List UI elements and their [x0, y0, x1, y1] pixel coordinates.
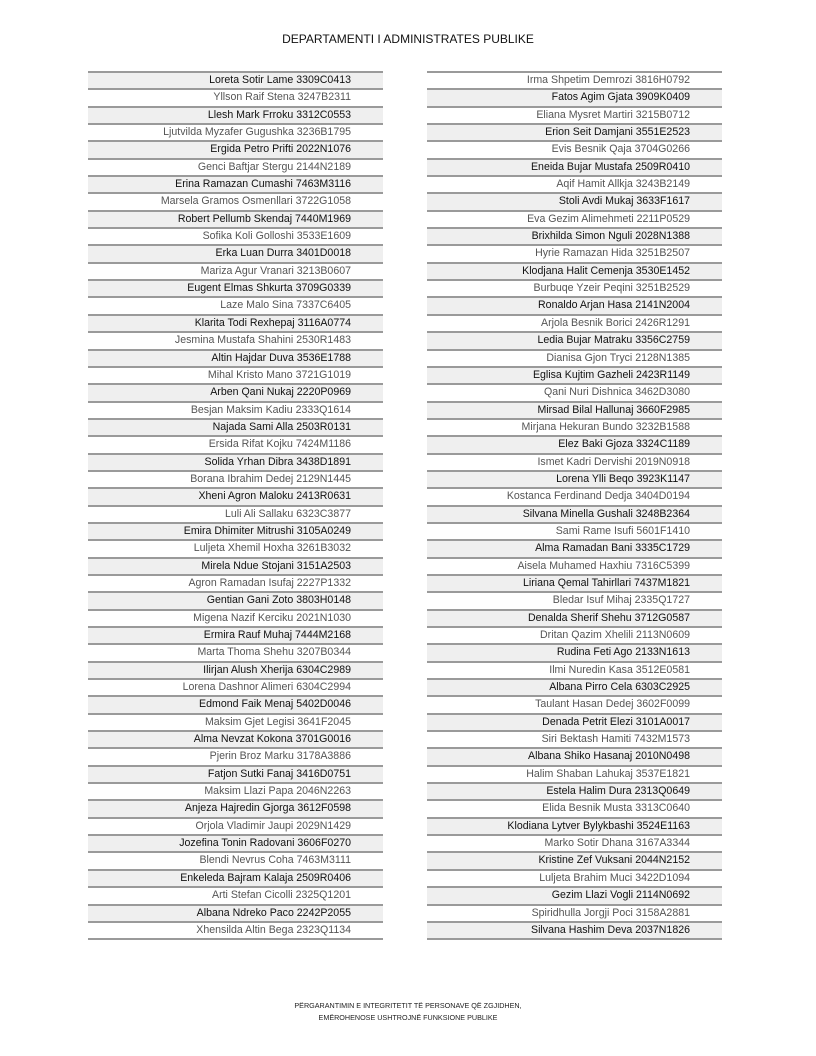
- list-item: Edmond Faik Menaj 5402D0046: [88, 695, 383, 712]
- list-item: Elez Baki Gjoza 3324C1189: [427, 435, 722, 452]
- list-item: Mirsad Bilal Hallunaj 3660F2985: [427, 401, 722, 418]
- list-item: Maksim Gjet Legisi 3641F2045: [88, 713, 383, 730]
- list-item: Silvana Hashim Deva 2037N1826: [427, 921, 722, 938]
- list-item: Albana Pirro Cela 6303C2925: [427, 678, 722, 695]
- footer-line-2: EMËROHENOSE USHTROJNË FUNKSIONE PUBLIKE: [318, 1013, 498, 1022]
- list-item: Evis Besnik Qaja 3704G0266: [427, 140, 722, 157]
- list-item: Hyrie Ramazan Hida 3251B2507: [427, 244, 722, 261]
- list-item: Orjola Vladimir Jaupi 2029N1429: [88, 817, 383, 834]
- list-item: Xheni Agron Maloku 2413R0631: [88, 487, 383, 504]
- list-item: Alma Ramadan Bani 3335C1729: [427, 539, 722, 556]
- list-item: Klarita Todi Rexhepaj 3116A0774: [88, 314, 383, 331]
- list-item: Denalda Sherif Shehu 3712G0587: [427, 609, 722, 626]
- list-item: Ersida Rifat Kojku 7424M1186: [88, 435, 383, 452]
- list-item: Maksim Llazi Papa 2046N2263: [88, 782, 383, 799]
- list-item: Eva Gezim Alimehmeti 2211P0529: [427, 210, 722, 227]
- list-item: Mihal Kristo Mano 3721G1019: [88, 366, 383, 383]
- list-item: Mariza Agur Vranari 3213B0607: [88, 262, 383, 279]
- list-item: Dritan Qazim Xhelili 2113N0609: [427, 626, 722, 643]
- list-item: Fatjon Sutki Fanaj 3416D0751: [88, 765, 383, 782]
- list-item: Laze Malo Sina 7337C6405: [88, 296, 383, 313]
- list-item: Elida Besnik Musta 3313C0640: [427, 799, 722, 816]
- list-item: Kostanca Ferdinand Dedja 3404D0194: [427, 487, 722, 504]
- list-item: Marsela Gramos Osmenllari 3722G1058: [88, 192, 383, 209]
- list-item: Irma Shpetim Demrozi 3816H0792: [427, 71, 722, 88]
- list-item: Gentian Gani Zoto 3803H0148: [88, 591, 383, 608]
- list-item: Erion Seit Damjani 3551E2523: [427, 123, 722, 140]
- list-item: Rudina Feti Ago 2133N1613: [427, 643, 722, 660]
- list-item: Arjola Besnik Borici 2426R1291: [427, 314, 722, 331]
- list-item: Llesh Mark Frroku 3312C0553: [88, 106, 383, 123]
- list-item: Mirela Ndue Stojani 3151A2503: [88, 557, 383, 574]
- list-item: Bledar Isuf Mihaj 2335Q1727: [427, 591, 722, 608]
- names-column-left: [88, 71, 383, 940]
- list-item: Liriana Qemal Tahirllari 7437M1821: [427, 574, 722, 591]
- list-item: Ljutvilda Myzafer Gugushka 3236B1795: [88, 123, 383, 140]
- list-item: Klodjana Halit Cemenja 3530E1452: [427, 262, 722, 279]
- list-item: Borana Ibrahim Dedej 2129N1445: [88, 470, 383, 487]
- list-item: Genci Baftjar Stergu 2144N2189: [88, 158, 383, 175]
- list-item: Albana Ndreko Paco 2242P2055: [88, 904, 383, 921]
- page-footer: [0, 1000, 816, 1024]
- list-item: Lorena Ylli Beqo 3923K1147: [427, 470, 722, 487]
- list-item: Jesmina Mustafa Shahini 2530R1483: [88, 331, 383, 348]
- list-item: Yllson Raif Stena 3247B2311: [88, 88, 383, 105]
- list-item: Albana Shiko Hasanaj 2010N0498: [427, 747, 722, 764]
- list-item: Sofika Koli Golloshi 3533E1609: [88, 227, 383, 244]
- list-item: Ismet Kadri Dervishi 2019N0918: [427, 453, 722, 470]
- list-item: Ergida Petro Prifti 2022N1076: [88, 140, 383, 157]
- list-item: Taulant Hasan Dedej 3602F0099: [427, 695, 722, 712]
- list-item: Migena Nazif Kerciku 2021N1030: [88, 609, 383, 626]
- list-item: Blendi Nevrus Coha 7463M3111: [88, 851, 383, 868]
- table-bottom-rule: [427, 938, 722, 940]
- list-item: Xhensilda Altin Bega 2323Q1134: [88, 921, 383, 938]
- list-item: Stoli Avdi Mukaj 3633F1617: [427, 192, 722, 209]
- table-bottom-rule: [88, 938, 383, 940]
- list-item: Marta Thoma Shehu 3207B0344: [88, 643, 383, 660]
- list-item: Loreta Sotir Lame 3309C0413: [88, 71, 383, 88]
- list-item: Agron Ramadan Isufaj 2227P1332: [88, 574, 383, 591]
- list-item: Aqif Hamit Allkja 3243B2149: [427, 175, 722, 192]
- list-item: Eglisa Kujtim Gazheli 2423R1149: [427, 366, 722, 383]
- list-item: Luljeta Xhemil Hoxha 3261B3032: [88, 539, 383, 556]
- list-item: Burbuqe Yzeir Peqini 3251B2529: [427, 279, 722, 296]
- list-item: Qani Nuri Dishnica 3462D3080: [427, 383, 722, 400]
- list-item: Ilirjan Alush Xherija 6304C2989: [88, 661, 383, 678]
- list-item: Eugent Elmas Shkurta 3709G0339: [88, 279, 383, 296]
- list-item: Dianisa Gjon Tryci 2128N1385: [427, 349, 722, 366]
- list-item: Jozefina Tonin Radovani 3606F0270: [88, 834, 383, 851]
- list-item: Eliana Mysret Martiri 3215B0712: [427, 106, 722, 123]
- list-item: Emira Dhimiter Mitrushi 3105A0249: [88, 522, 383, 539]
- list-item: Denada Petrit Elezi 3101A0017: [427, 713, 722, 730]
- names-column-right: [427, 71, 722, 940]
- footer-line-1: PËRGARANTIMIN E INTEGRITETIT TË PERSONAVE QË ZGJIDHEN,: [294, 1001, 522, 1010]
- list-item: Luljeta Brahim Muci 3422D1094: [427, 869, 722, 886]
- list-item: Najada Sami Alla 2503R0131: [88, 418, 383, 435]
- list-item: Arti Stefan Cicolli 2325Q1201: [88, 886, 383, 903]
- list-item: Klodiana Lytver Bylykbashi 3524E1163: [427, 817, 722, 834]
- list-item: Ronaldo Arjan Hasa 2141N2004: [427, 296, 722, 313]
- list-item: Besjan Maksim Kadiu 2333Q1614: [88, 401, 383, 418]
- list-item: Ledia Bujar Matraku 3356C2759: [427, 331, 722, 348]
- list-item: Eneida Bujar Mustafa 2509R0410: [427, 158, 722, 175]
- list-item: Gezim Llazi Vogli 2114N0692: [427, 886, 722, 903]
- list-item: Ermira Rauf Muhaj 7444M2168: [88, 626, 383, 643]
- list-item: Spiridhulla Jorgji Poci 3158A2881: [427, 904, 722, 921]
- list-item: Brixhilda Simon Nguli 2028N1388: [427, 227, 722, 244]
- list-item: Robert Pellumb Skendaj 7440M1969: [88, 210, 383, 227]
- list-item: Erina Ramazan Cumashi 7463M3116: [88, 175, 383, 192]
- list-item: Aisela Muhamed Haxhiu 7316C5399: [427, 557, 722, 574]
- list-item: Kristine Zef Vuksani 2044N2152: [427, 851, 722, 868]
- list-item: Sami Rame Isufi 5601F1410: [427, 522, 722, 539]
- list-item: Siri Bektash Hamiti 7432M1573: [427, 730, 722, 747]
- list-item: Alma Nevzat Kokona 3701G0016: [88, 730, 383, 747]
- list-item: Luli Ali Sallaku 6323C3877: [88, 505, 383, 522]
- list-item: Solida Yrhan Dibra 3438D1891: [88, 453, 383, 470]
- list-item: Pjerin Broz Marku 3178A3886: [88, 747, 383, 764]
- list-item: Halim Shaban Lahukaj 3537E1821: [427, 765, 722, 782]
- list-item: Marko Sotir Dhana 3167A3344: [427, 834, 722, 851]
- list-item: Fatos Agim Gjata 3909K0409: [427, 88, 722, 105]
- list-item: Mirjana Hekuran Bundo 3232B1588: [427, 418, 722, 435]
- list-item: Enkeleda Bajram Kalaja 2509R0406: [88, 869, 383, 886]
- list-item: Erka Luan Durra 3401D0018: [88, 244, 383, 261]
- list-item: Arben Qani Nukaj 2220P0969: [88, 383, 383, 400]
- list-item: Estela Halim Dura 2313Q0649: [427, 782, 722, 799]
- list-item: Ilmi Nuredin Kasa 3512E0581: [427, 661, 722, 678]
- list-item: Anjeza Hajredin Gjorga 3612F0598: [88, 799, 383, 816]
- page-title: DEPARTAMENTI I ADMINISTRATES PUBLIKE: [282, 32, 534, 46]
- list-item: Silvana Minella Gushali 3248B2364: [427, 505, 722, 522]
- list-item: Lorena Dashnor Alimeri 6304C2994: [88, 678, 383, 695]
- list-item: Altin Hajdar Duva 3536E1788: [88, 349, 383, 366]
